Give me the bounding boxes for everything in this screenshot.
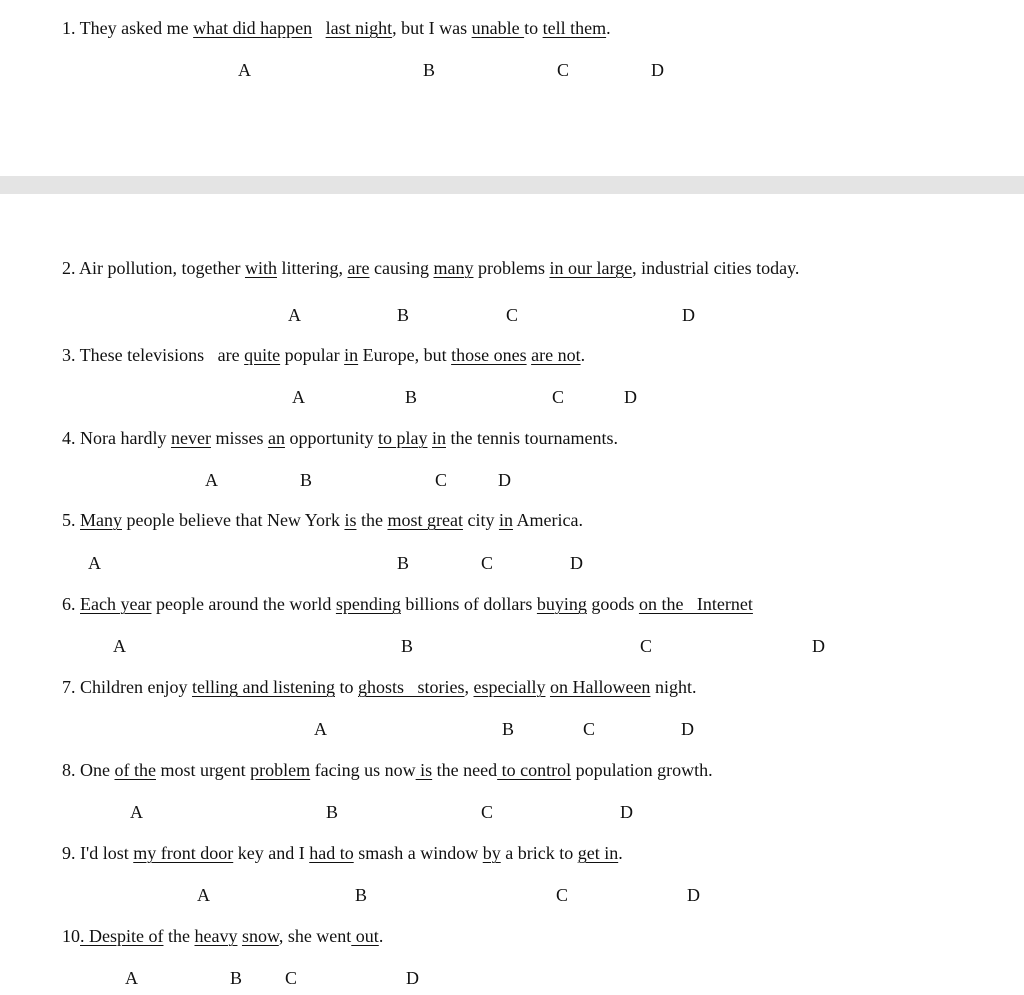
question-9-option-label-d: D [687,885,700,905]
underlined-option-text: . Despite of [80,926,164,946]
question-4-option-label-d: D [498,470,511,490]
question-7-option-label-c: C [583,719,596,739]
question-1-option-label-d: D [651,60,664,80]
sentence-text: . [378,926,384,946]
sentence-text: billions of dollars [400,594,537,614]
sentence-text: littering, [277,258,348,278]
question-8-option-label-c: C [481,802,494,822]
question-2-option-label-c: C [506,305,519,325]
underlined-option-text: telling and listening [191,677,335,697]
underlined-option-text: Many [80,510,122,530]
question-6-option-label-a: A [113,636,126,656]
underlined-option-text: get in [577,843,619,863]
underlined-option-text: out [351,926,379,946]
question-1-option-label-a: A [238,60,251,80]
underlined-option-text: is [415,760,433,780]
sentence-text: the need [432,760,498,780]
sentence-text: causing [369,258,434,278]
underlined-option-text: heavy [194,926,238,946]
sentence-text: the tennis tournaments. [445,428,618,448]
underlined-option-text: in our large [549,258,633,278]
underlined-option-text: many [433,258,474,278]
sentence-text: key and I [233,843,310,863]
sentence-text: 5. [62,510,80,530]
question-7-option-label-d: D [681,719,694,739]
sentence-text: , [464,677,474,697]
page-separator [0,176,1024,194]
question-5-option-label-c: C [481,553,494,573]
underlined-option-text: never [170,428,211,448]
sentence-text: 4. Nora hardly [62,428,171,448]
sentence-text: , but I was [392,18,472,38]
underlined-option-text: an [267,428,285,448]
question-3-option-label-c: C [552,387,565,407]
question-1-sentence [62,18,611,39]
question-1-option-label-c: C [557,60,570,80]
underlined-option-text: in [344,345,359,365]
question-3-sentence [62,345,585,366]
question-2-sentence [62,258,799,279]
underlined-option-text: problem [250,760,311,780]
question-9-option-label-b: B [355,885,368,905]
sentence-text: smash a window [353,843,483,863]
question-5-option-label-a: A [88,553,101,573]
question-6-option-label-c: C [640,636,653,656]
question-3-option-label-d: D [624,387,637,407]
underlined-option-text: by [482,843,501,863]
underlined-option-text: of the [114,760,156,780]
sentence-text: 3. These televisions are [62,345,245,365]
underlined-option-text: in [498,510,513,530]
sentence-text: night. [650,677,697,697]
underlined-option-text: unable [471,18,525,38]
sentence-text: a brick to [500,843,578,863]
question-10-option-label-c: C [285,968,298,988]
sentence-text: the [356,510,388,530]
underlined-option-text: buying [536,594,587,614]
question-1-option-label-b: B [423,60,436,80]
underlined-option-text: quite [244,345,281,365]
sentence-text: America. [512,510,583,530]
underlined-option-text: last night [325,18,393,38]
question-8-option-label-a: A [130,802,143,822]
sentence-text: misses [210,428,268,448]
underlined-option-text: most great [387,510,463,530]
question-8-sentence [62,760,713,781]
sentence-text: goods [586,594,639,614]
question-6-option-label-b: B [401,636,414,656]
sentence-text: 10 [62,926,80,946]
underlined-option-text: in [431,428,446,448]
underlined-option-text: on the Internet [638,594,753,614]
underlined-option-text: to play [377,428,428,448]
question-2-option-label-a: A [288,305,301,325]
underlined-option-text: especially [473,677,546,697]
underlined-option-text: ghosts stories [357,677,465,697]
sentence-text: . [580,345,586,365]
question-9-option-label-c: C [556,885,569,905]
sentence-text: 9. I'd lost [62,843,134,863]
question-6-sentence [62,594,753,615]
question-3-option-label-a: A [292,387,305,407]
question-5-sentence [62,510,583,531]
question-4-sentence [62,428,618,449]
question-5-option-label-b: B [397,553,410,573]
sentence-text: most urgent [155,760,251,780]
underlined-option-text: what did happen [193,18,313,38]
sentence-text: Europe, but [358,345,452,365]
underlined-option-text: with [244,258,277,278]
question-3-option-label-b: B [405,387,418,407]
sentence-text: , she went [278,926,352,946]
sentence-text: facing us now [310,760,416,780]
question-9-option-label-a: A [197,885,210,905]
sentence-text: 1. They asked me [62,18,194,38]
underlined-option-text: had to [309,843,354,863]
sentence-text [312,18,326,38]
sentence-text: people believe that New York [122,510,345,530]
question-10-option-label-a: A [125,968,138,988]
question-2-option-label-b: B [397,305,410,325]
sentence-text: 7. Children enjoy [62,677,192,697]
question-7-sentence [62,677,696,698]
question-7-option-label-b: B [502,719,515,739]
underlined-option-text: is [344,510,357,530]
sentence-text: population growth. [571,760,713,780]
sentence-text: city [462,510,499,530]
question-4-option-label-c: C [435,470,448,490]
sentence-text: people around the world [151,594,336,614]
underlined-option-text: Each year [80,594,152,614]
underlined-option-text: those ones [451,345,527,365]
sentence-text: , industrial cities today. [632,258,800,278]
question-4-option-label-a: A [205,470,218,490]
question-10-option-label-d: D [406,968,419,988]
sentence-text: popular [280,345,345,365]
sentence-text: 6. [62,594,80,614]
sentence-text: . [618,843,623,863]
underlined-option-text: spending [335,594,401,614]
sentence-text: to [334,677,358,697]
underlined-option-text: are [347,258,370,278]
question-10-option-label-b: B [230,968,243,988]
question-9-sentence [62,843,623,864]
question-4-option-label-b: B [300,470,313,490]
question-2-option-label-d: D [682,305,695,325]
question-10-sentence [62,926,383,947]
underlined-option-text: tell them [542,18,607,38]
underlined-option-text: to control [497,760,572,780]
question-7-option-label-a: A [314,719,327,739]
question-8-option-label-b: B [326,802,339,822]
sentence-text: the [163,926,195,946]
question-8-option-label-d: D [620,802,633,822]
question-6-option-label-d: D [812,636,825,656]
sentence-text: opportunity [284,428,378,448]
underlined-option-text: on Halloween [549,677,651,697]
sentence-text: 8. One [62,760,115,780]
sentence-text: . [606,18,611,38]
underlined-option-text: are not [531,345,581,365]
underlined-option-text: my front door [133,843,234,863]
underlined-option-text: snow [241,926,279,946]
sentence-text: to [524,18,543,38]
question-5-option-label-d: D [570,553,583,573]
sentence-text: 2. Air pollution, together [62,258,245,278]
sentence-text: problems [473,258,550,278]
